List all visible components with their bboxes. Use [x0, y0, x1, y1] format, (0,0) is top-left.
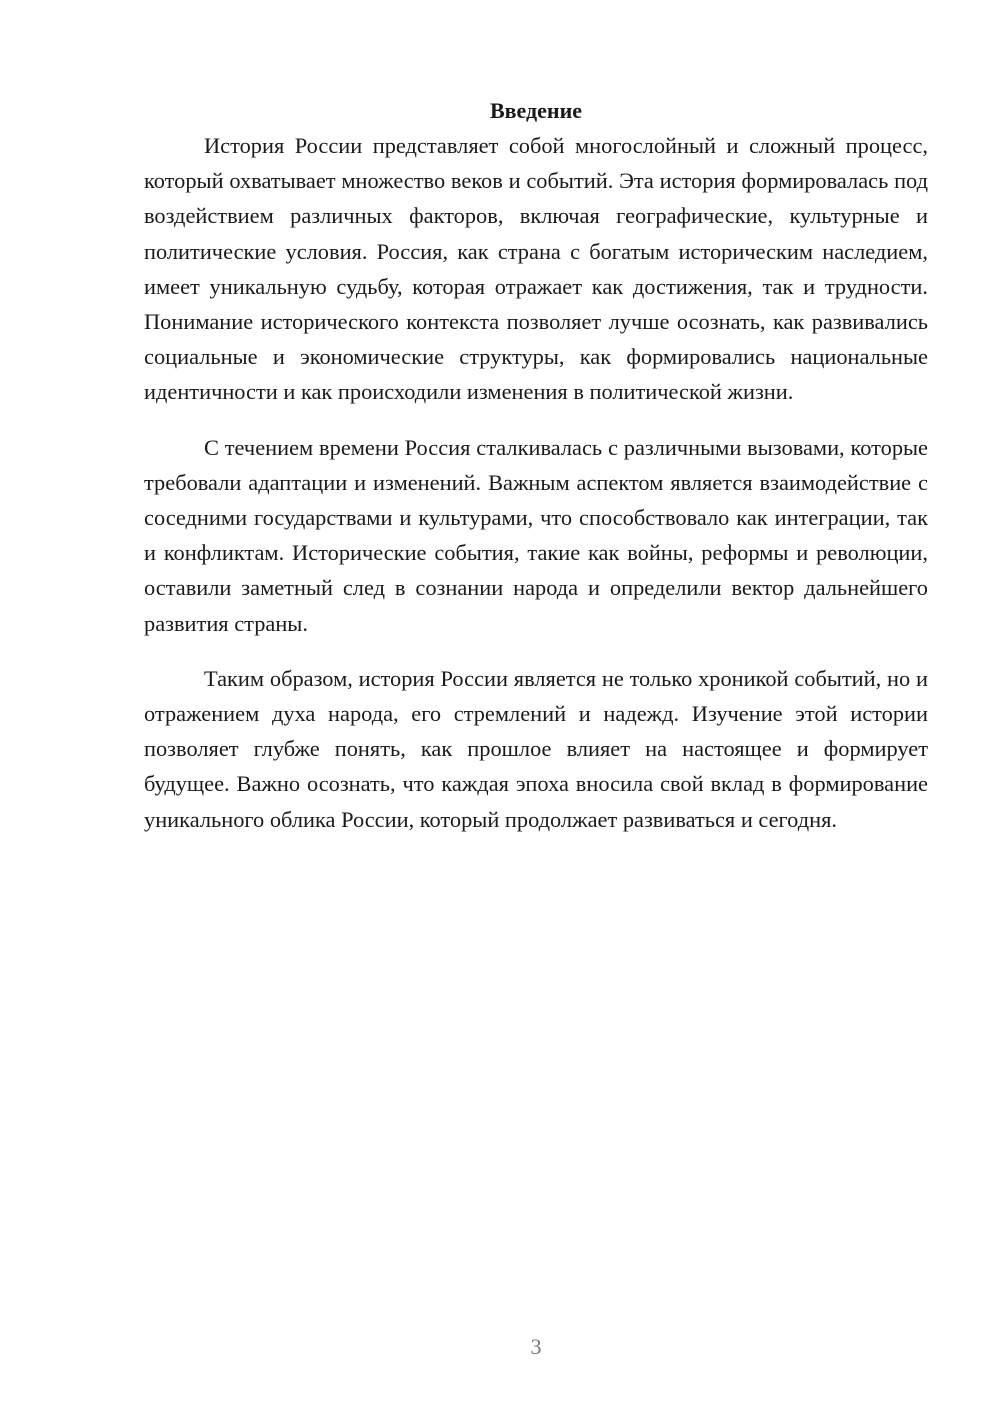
paragraph-3: Таким образом, история России является не только хроникой событий, но и отражением духа народа, его стремлений и надежд. Изучение этой истории позволяет глубже понять, как прошлое влияет на настоящее и формирует будущее. Важно осознать, что каждая эпоха вносила свой вклад в формирование уникального облика России, который продолжает развиваться и сегодня. — [144, 665, 928, 832]
paragraph-1: История России представляет собой многослойный и сложный процесс, который охватывает множество веков и событий. Эта история формировалась под воздействием различных факторов, включая географические, культурные и политические условия. Россия, как страна с богатым историческим наследием, имеет уникальную судьбу, которая отражает как достижения, так и трудности. Понимание исторического контекста позволяет лучше осознать, как развивались социальные и экономические структуры, как формировались национальные идентичности и как происходили изменения в политической жизни. — [144, 133, 928, 405]
paragraph-2: С течением времени Россия сталкивалась с различными вызовами, которые требовали адаптации и изменений. Важным аспектом является взаимодействие с соседними государствами и культурами, что способствовало как интеграции, так и конфликтам. Исторические события, такие как войны, реформы и революции, оставили заметный след в сознании народа и определили вектор дальнейшего развития страны. — [144, 434, 928, 636]
page-number: 3 — [530, 1334, 542, 1359]
section-heading: Введение — [489, 98, 583, 123]
page-content — [144, 93, 928, 837]
